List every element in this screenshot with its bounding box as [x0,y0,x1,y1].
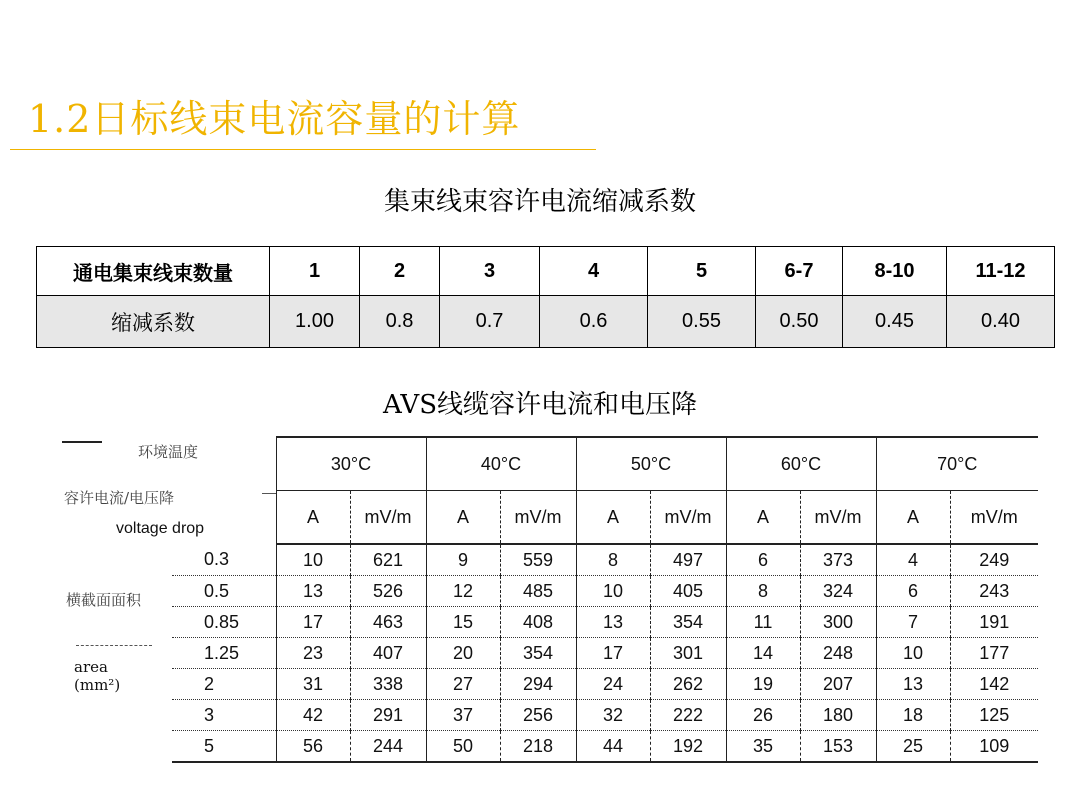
voltage-drop-cell: 497 [650,544,726,576]
cable-size-row [62,544,1038,576]
voltage-drop-cell: 485 [500,576,576,607]
current-cell: 35 [726,731,800,763]
reduction-factor-table [36,246,1055,348]
current-cell: 13 [876,669,950,700]
avs-current-voltage-table [62,436,1038,763]
voltage-drop-cell: 354 [650,607,726,638]
ambient-temperature-label: 环境温度 [138,443,199,461]
current-cell: 25 [876,731,950,763]
voltage-drop-cell: 262 [650,669,726,700]
unit-mv-cell: mV/m [350,491,426,545]
voltage-drop-cell: 153 [800,731,876,763]
voltage-drop-cell: 463 [350,607,426,638]
voltage-drop-cell: 192 [650,731,726,763]
reduction-factor-cell: 0.8 [360,296,440,348]
voltage-drop-cell: 354 [500,638,576,669]
voltage-drop-cell: 621 [350,544,426,576]
voltage-drop-cell: 407 [350,638,426,669]
voltage-drop-cell: 207 [800,669,876,700]
reduction-value-row [37,296,1055,348]
current-cell: 10 [576,576,650,607]
voltage-drop-cell: 408 [500,607,576,638]
current-cell: 10 [876,638,950,669]
current-cell: 14 [726,638,800,669]
unit-amp-cell: A [576,491,650,545]
current-cell: 15 [426,607,500,638]
temperature-header-row [62,437,1038,491]
reduction-factor-cell: 0.55 [648,296,756,348]
unit-mv-cell: mV/m [650,491,726,545]
current-cell: 6 [876,576,950,607]
current-cell: 42 [276,700,350,731]
reduction-factor-cell: 1.00 [270,296,360,348]
reduction-factor-label: 缩减系数 [37,296,270,348]
current-cell: 12 [426,576,500,607]
unit-amp-cell: A [876,491,950,545]
voltage-drop-cell: 559 [500,544,576,576]
bundle-count-cell: 11-12 [947,247,1055,296]
cable-size-cell: 2 [172,669,276,700]
temperature-cell: 50°C [576,437,726,491]
current-cell: 32 [576,700,650,731]
voltage-drop-cell: 526 [350,576,426,607]
title-underline [10,149,596,150]
area-unit-label [74,658,120,694]
voltage-drop-cell: 180 [800,700,876,731]
cable-size-cell: 0.5 [172,576,276,607]
cable-size-cell: 5 [172,731,276,763]
voltage-drop-cell: 373 [800,544,876,576]
current-cell: 50 [426,731,500,763]
unit-amp-cell: A [726,491,800,545]
current-cell: 56 [276,731,350,763]
corner-dash [262,493,276,494]
bundle-count-cell: 4 [540,247,648,296]
current-cell: 26 [726,700,800,731]
current-cell: 24 [576,669,650,700]
voltage-drop-cell: 405 [650,576,726,607]
temperature-cell: 40°C [426,437,576,491]
cable-size-cell: 0.3 [172,544,276,576]
voltage-drop-cell: 218 [500,731,576,763]
bundle-count-cell: 1 [270,247,360,296]
current-cell: 11 [726,607,800,638]
bundle-count-cell: 5 [648,247,756,296]
voltage-drop-cell: 249 [950,544,1038,576]
current-cell: 6 [726,544,800,576]
unit-amp-cell: A [426,491,500,545]
voltage-drop-cell: 248 [800,638,876,669]
area-unit: (mm²) [74,676,121,694]
current-cell: 13 [576,607,650,638]
current-cell: 8 [576,544,650,576]
current-cell: 17 [276,607,350,638]
bundle-count-cell: 8-10 [843,247,947,296]
voltage-drop-cell: 291 [350,700,426,731]
temperature-cell: 70°C [876,437,1038,491]
area-separator [76,645,152,646]
cable-size-cell: 3 [172,700,276,731]
voltage-drop-cell: 243 [950,576,1038,607]
current-cell: 20 [426,638,500,669]
voltage-drop-cell: 301 [650,638,726,669]
reduction-factor-cell: 0.50 [756,296,843,348]
voltage-drop-cell: 294 [500,669,576,700]
current-cell: 19 [726,669,800,700]
unit-mv-cell: mV/m [800,491,876,545]
current-cell: 9 [426,544,500,576]
corner-header [62,437,276,544]
current-cell: 4 [876,544,950,576]
current-cell: 10 [276,544,350,576]
current-cell: 7 [876,607,950,638]
voltage-drop-cell: 256 [500,700,576,731]
voltage-drop-cell: 244 [350,731,426,763]
voltage-drop-cell: 324 [800,576,876,607]
current-cell: 18 [876,700,950,731]
cross-section-label-panel [62,542,172,764]
unit-mv-cell: mV/m [500,491,576,545]
voltage-drop-cell: 191 [950,607,1038,638]
cable-size-row [62,607,1038,638]
temperature-cell: 30°C [276,437,426,491]
temperature-cell: 60°C [726,437,876,491]
cable-size-row [62,731,1038,763]
bundle-count-cell: 2 [360,247,440,296]
current-cell: 8 [726,576,800,607]
corner-rule [62,441,102,443]
voltage-drop-cell: 142 [950,669,1038,700]
reduction-factor-cell: 0.45 [843,296,947,348]
current-cell: 13 [276,576,350,607]
current-cell: 37 [426,700,500,731]
voltage-drop-cell: 338 [350,669,426,700]
reduction-factor-cell: 0.6 [540,296,648,348]
reduction-factor-cell: 0.40 [947,296,1055,348]
avs-table-caption: AVS线缆容许电流和电压降 [382,390,698,420]
unit-mv-cell: mV/m [950,491,1038,545]
reduction-table-caption: 集束线束容许电流缩减系数 [383,187,696,217]
voltage-drop-cell: 177 [950,638,1038,669]
current-cell: 27 [426,669,500,700]
cable-size-row [62,576,1038,607]
voltage-drop-cell: 109 [950,731,1038,763]
cable-size-row [62,638,1038,669]
current-cell: 44 [576,731,650,763]
voltage-drop-cell: 222 [650,700,726,731]
bundle-count-cell: 6-7 [756,247,843,296]
area-label: area [74,658,108,676]
cross-section-label: 横截面面积 [66,591,142,609]
voltage-drop-cell: 300 [800,607,876,638]
reduction-header-row [37,247,1055,296]
slide-title: 1.2日标线束电流容量的计算 [28,97,521,141]
cable-size-row [62,700,1038,731]
bundle-count-label: 通电集束线束数量 [37,247,270,296]
unit-amp-cell: A [276,491,350,545]
cable-size-row [62,669,1038,700]
voltage-drop-label: voltage drop [116,520,205,537]
bundle-count-cell: 3 [440,247,540,296]
cable-size-cell: 0.85 [172,607,276,638]
current-cell: 31 [276,669,350,700]
current-cell: 17 [576,638,650,669]
current-voltage-drop-label: 容许电流/电压降 [64,489,175,507]
current-cell: 23 [276,638,350,669]
reduction-factor-cell: 0.7 [440,296,540,348]
avs-table-container [62,436,1038,766]
voltage-drop-cell: 125 [950,700,1038,731]
cable-size-cell: 1.25 [172,638,276,669]
